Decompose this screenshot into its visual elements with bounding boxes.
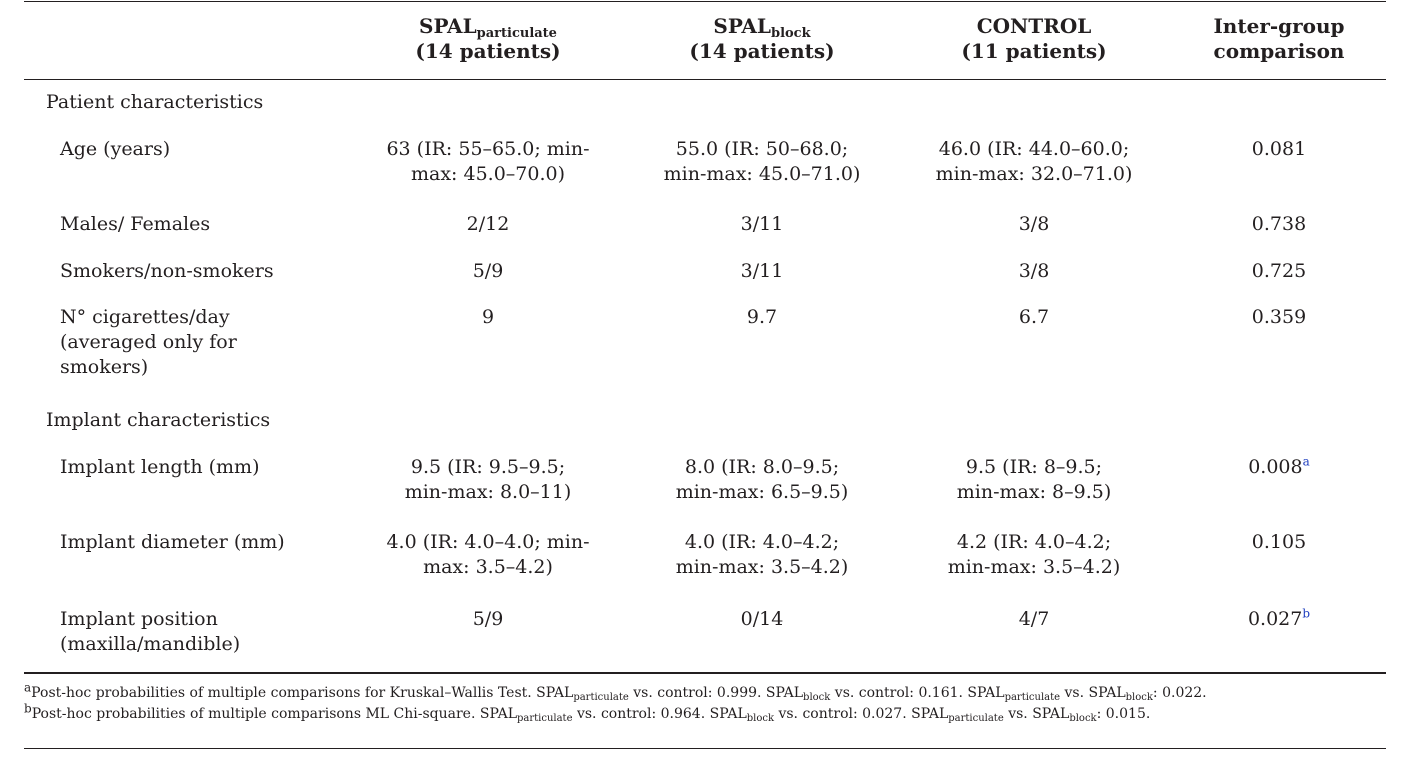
footnote-text: vs. control: 0.161. SPAL: [830, 685, 1005, 701]
cell-diameter-comparison: 0.105: [1251, 531, 1307, 553]
cell-position-comparison: [1172, 607, 1386, 632]
footnote-text: vs. control: 0.027. SPAL: [774, 706, 949, 722]
footnote-text: Post-hoc probabilities of multiple comparisons ML Chi-square. SPAL: [31, 706, 517, 722]
cell-diameter-particulate: [354, 530, 622, 580]
cell-cigarettes-comparison: 0.359: [1251, 306, 1307, 328]
row-label-smokers: Smokers/non-smokers: [60, 260, 274, 282]
cell-cigarettes-block: 9.7: [746, 306, 778, 328]
cell-smokers-particulate: 5/9: [472, 260, 504, 282]
footnote-sub: block: [1125, 692, 1153, 703]
footnote-sub: block: [746, 713, 775, 724]
cell-line: min-max: 8.0–11): [404, 481, 572, 503]
header-spal-particulate: [354, 14, 622, 64]
row-label-line: N° cigarettes/day: [60, 306, 230, 328]
row-label-age: Age (years): [60, 138, 171, 160]
row-label-implant-position: [60, 607, 360, 657]
section-patient-characteristics: Patient characteristics: [46, 91, 264, 113]
cell-cigarettes-particulate: 9: [481, 306, 495, 328]
cell-line: 63 (IR: 55–65.0; min-: [386, 138, 590, 160]
cell-length-block: [628, 455, 896, 505]
row-label-implant-length: Implant length (mm): [60, 456, 260, 478]
footnote-mark: a: [24, 680, 32, 695]
row-label-sex: Males/ Females: [60, 213, 211, 235]
cell-length-particulate: [354, 455, 622, 505]
header-inter-group: [1172, 14, 1386, 64]
footnote-text: : 0.022.: [1152, 685, 1207, 701]
cell-smokers-control: 3/8: [1018, 260, 1050, 282]
cell-diameter-control: [900, 530, 1168, 580]
cell-sex-block: 3/11: [740, 213, 784, 235]
header-col2-main: SPAL: [713, 14, 771, 38]
footnote-b: [24, 701, 1386, 724]
row-label-line: Implant position: [60, 608, 218, 630]
header-col1-patients: (14 patients): [415, 39, 561, 63]
header-rule: [24, 79, 1386, 80]
cell-smokers-block: 3/11: [740, 260, 784, 282]
cell-diameter-block: [628, 530, 896, 580]
cell-sex-particulate: 2/12: [466, 213, 510, 235]
header-col4-line1: Inter-group: [1213, 14, 1345, 38]
cell-line: 8.0 (IR: 8.0–9.5;: [684, 456, 840, 478]
header-col2-sub: block: [770, 26, 811, 41]
cell-age-particulate: [354, 137, 622, 187]
cell-position-control: 4/7: [1018, 608, 1050, 630]
footnote-text: Post-hoc probabilities of multiple comparisons for Kruskal–Wallis Test. SPAL: [31, 685, 574, 701]
cell-smokers-comparison: 0.725: [1251, 260, 1307, 282]
footnote-text: vs. SPAL: [1060, 685, 1126, 701]
footnote-mark: b: [24, 701, 32, 716]
cell-line: min-max: 6.5–9.5): [675, 481, 849, 503]
cell-length-control: [900, 455, 1168, 505]
footnote-link-b[interactable]: b: [1302, 606, 1311, 621]
row-label-line: smokers): [60, 356, 149, 378]
cell-line: min-max: 3.5–4.2): [675, 556, 849, 578]
row-label-line: (averaged only for: [60, 331, 237, 353]
cell-line: min-max: 45.0–71.0): [663, 163, 861, 185]
cell-line: 55.0 (IR: 50–68.0;: [675, 138, 849, 160]
header-col3-main: CONTROL: [976, 14, 1092, 38]
header-col3-patients: (11 patients): [961, 39, 1107, 63]
cell-line: 4.0 (IR: 4.0–4.2;: [684, 531, 840, 553]
cell-line: 4.0 (IR: 4.0–4.0; min-: [386, 531, 590, 553]
cell-position-block: 0/14: [740, 608, 784, 630]
footnote-link-a[interactable]: a: [1302, 454, 1310, 469]
cell-age-block: [628, 137, 896, 187]
cell-line: 4.2 (IR: 4.0–4.2;: [956, 531, 1112, 553]
footer-rule: [24, 748, 1386, 749]
cell-age-control: [900, 137, 1168, 187]
footnote-text: vs. control: 0.964. SPAL: [572, 706, 747, 722]
footnote-sub: block: [1069, 713, 1097, 724]
footnote-sub: particulate: [573, 692, 629, 703]
footnote-text: vs. SPAL: [1003, 706, 1070, 722]
section-implant-characteristics: Implant characteristics: [46, 409, 271, 431]
footnote-sub: particulate: [1004, 692, 1061, 703]
cell-line: min-max: 32.0–71.0): [935, 163, 1133, 185]
footnote-text: : 0.015.: [1096, 706, 1151, 722]
cell-age-comparison: 0.081: [1251, 138, 1307, 160]
cell-position-particulate: 5/9: [472, 608, 504, 630]
cell-line: 9.5 (IR: 9.5–9.5;: [410, 456, 566, 478]
cell-cigarettes-control: 6.7: [1018, 306, 1050, 328]
footnote-sub: block: [803, 692, 831, 703]
footnote-a: [24, 680, 1386, 703]
cell-line: max: 3.5–4.2): [423, 556, 553, 578]
top-rule: [24, 1, 1386, 2]
cell-line: min-max: 8–9.5): [956, 481, 1112, 503]
cell-sex-comparison: 0.738: [1251, 213, 1307, 235]
row-label-line: (maxilla/mandible): [60, 633, 241, 655]
header-col4-line2: comparison: [1213, 39, 1345, 63]
cell-sex-control: 3/8: [1018, 213, 1050, 235]
cell-line: min-max: 3.5–4.2): [947, 556, 1121, 578]
cell-value: 0.027: [1247, 608, 1303, 630]
row-label-implant-diameter: Implant diameter (mm): [60, 531, 285, 553]
header-spal-block: [628, 14, 896, 64]
cell-value: 0.008: [1248, 456, 1303, 478]
header-col1-main: SPAL: [419, 14, 477, 38]
footnote-sub: particulate: [948, 713, 1004, 724]
cell-line: 9.5 (IR: 8–9.5;: [965, 456, 1103, 478]
footnote-sub: particulate: [517, 713, 573, 724]
footnote-text: vs. control: 0.999. SPAL: [628, 685, 804, 701]
row-label-cigarettes: [60, 305, 360, 380]
header-control: [900, 14, 1168, 64]
cell-line: max: 45.0–70.0): [410, 163, 566, 185]
cell-length-comparison: [1172, 455, 1386, 480]
bottom-rule: [24, 672, 1386, 674]
header-col2-patients: (14 patients): [689, 39, 835, 63]
header-col1-sub: particulate: [476, 26, 557, 41]
cell-line: 46.0 (IR: 44.0–60.0;: [938, 138, 1130, 160]
